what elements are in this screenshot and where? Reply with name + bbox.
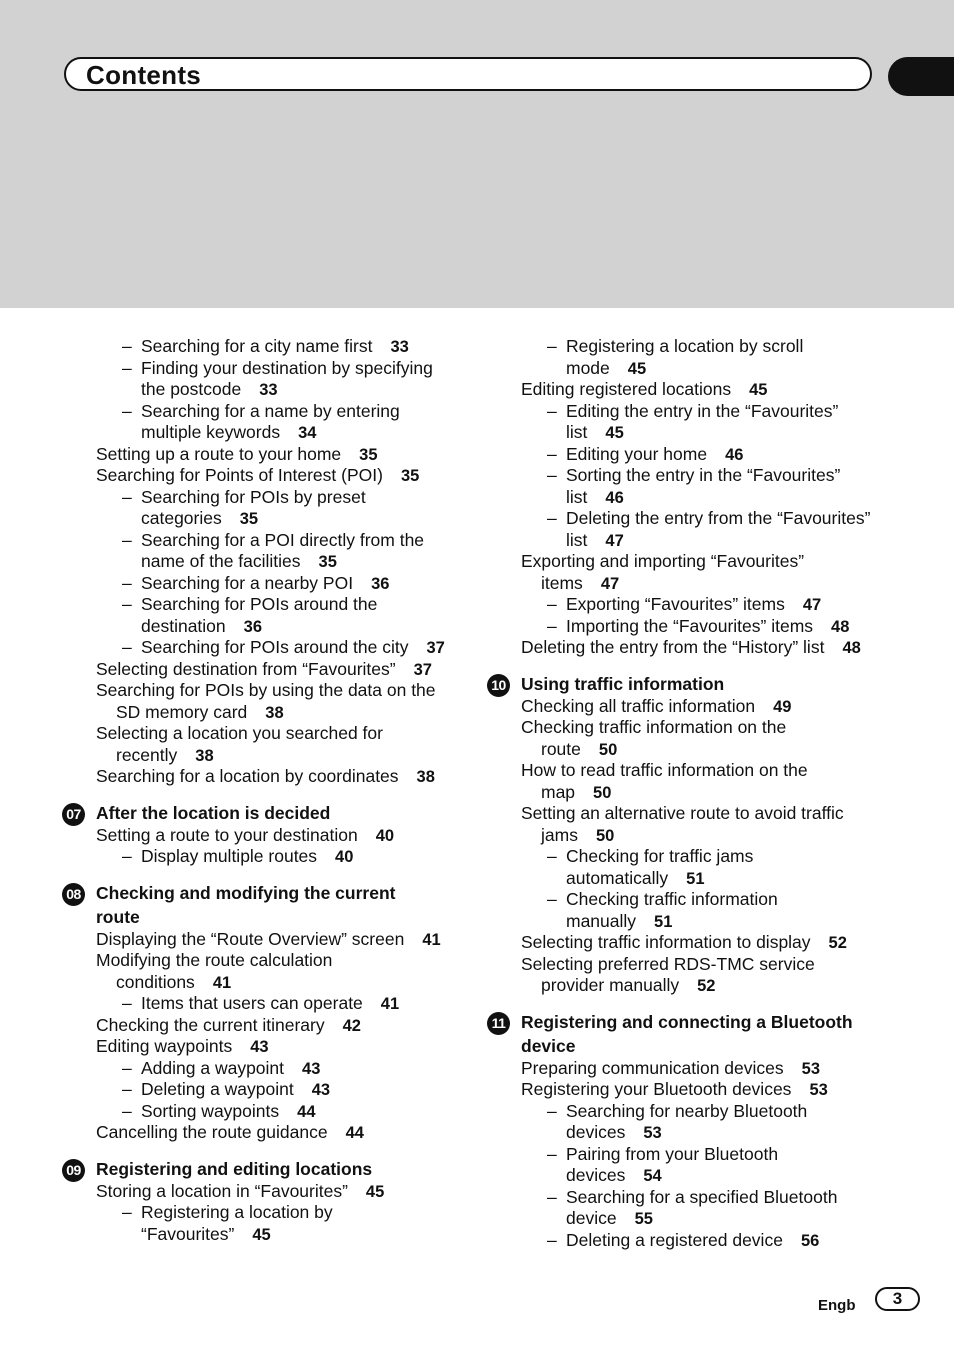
page-ref: 40	[375, 826, 395, 845]
toc-subentry[interactable]	[521, 1144, 881, 1187]
toc-subentry[interactable]	[521, 401, 881, 444]
toc-subentry[interactable]	[521, 508, 881, 551]
dash-marker: –	[547, 1143, 557, 1164]
entry-text: Preparing communication devices	[521, 1057, 784, 1078]
entry-text: Deleting a registered device	[566, 1229, 783, 1250]
entry-text: Sorting waypoints	[141, 1100, 280, 1121]
toc-subentry[interactable]	[521, 1230, 881, 1252]
toc-entry[interactable]	[521, 1058, 881, 1080]
entry-text: map	[541, 781, 576, 802]
section-title[interactable]: Checking and modifying the current	[96, 882, 396, 903]
entry-text: list	[566, 422, 588, 442]
page-ref: 46	[605, 488, 624, 507]
dash-marker: –	[122, 1100, 132, 1121]
entry-text: Searching for a nearby POI	[141, 572, 354, 593]
toc-subentry[interactable]	[96, 1202, 451, 1245]
page-ref: 54	[643, 1167, 662, 1185]
page-ref: 45	[365, 1182, 385, 1201]
page-ref: 43	[250, 1038, 269, 1056]
dash-marker: –	[122, 846, 132, 866]
page-ref: 45	[627, 359, 647, 378]
entry-text: recently	[116, 744, 178, 765]
section-number-badge: 07	[62, 803, 85, 826]
entry-text: Storing a location in “Favourites”	[96, 1180, 348, 1201]
toc-entry[interactable]	[521, 551, 881, 594]
toc-entry[interactable]	[96, 929, 451, 951]
section-number-badge: 10	[487, 674, 510, 697]
page-ref: 33	[259, 381, 278, 399]
page-ref: 38	[265, 703, 284, 722]
entry-text: “Favourites”	[141, 1223, 235, 1244]
dash-marker: –	[547, 336, 557, 356]
toc-entry[interactable]	[521, 717, 881, 760]
page-ref: 45	[252, 1225, 271, 1244]
toc-subentry[interactable]	[96, 530, 451, 573]
entry-text: list	[566, 486, 588, 507]
dash-marker: –	[547, 465, 557, 485]
toc-section	[491, 1010, 881, 1252]
entry-text: Registering a location by	[141, 1202, 333, 1222]
section-title[interactable]: Registering and editing locations	[96, 1158, 373, 1179]
section-tab	[888, 57, 954, 96]
page-ref: 50	[595, 826, 615, 845]
toc-entry[interactable]	[521, 954, 881, 997]
toc-subentry[interactable]	[521, 444, 881, 466]
toc-subentry[interactable]	[96, 573, 451, 595]
page-ref: 38	[416, 768, 435, 786]
entry-text: Searching for a location by coordinates	[96, 766, 399, 786]
page-ref: 36	[243, 617, 263, 636]
toc-entry[interactable]	[521, 760, 881, 803]
entry-text: devices	[566, 1122, 626, 1142]
toc-subentry[interactable]	[96, 594, 451, 637]
toc-entry[interactable]	[521, 379, 881, 401]
page-title: Contents	[86, 60, 202, 90]
entry-text: Checking for traffic jams	[566, 846, 754, 866]
entry-text: Modifying the route calculation	[96, 950, 333, 970]
page-ref: 35	[318, 553, 337, 571]
toc-subentry[interactable]	[96, 637, 451, 659]
toc-section	[66, 1157, 451, 1246]
entry-text: Selecting a location you searched for	[96, 723, 383, 743]
dash-marker: –	[122, 1202, 132, 1222]
dash-marker: –	[122, 637, 132, 657]
entry-text: Selecting traffic information to display	[521, 932, 811, 952]
entry-text: Sorting the entry in the “Favourites”	[566, 465, 841, 485]
entry-text: name of the facilities	[141, 551, 301, 571]
page-ref: 52	[828, 934, 847, 952]
toc-subentry[interactable]	[96, 401, 451, 444]
page-ref: 36	[371, 574, 390, 593]
dash-marker: –	[122, 336, 132, 356]
toc-entry[interactable]	[96, 465, 451, 487]
page-ref: 47	[600, 574, 620, 593]
toc-entry[interactable]	[96, 825, 451, 847]
entry-text: Searching for POIs by using the data on the	[96, 680, 436, 700]
entry-text: Selecting preferred RDS-TMC service	[521, 953, 815, 974]
page-ref: 42	[342, 1016, 361, 1035]
page-ref: 50	[598, 740, 618, 759]
page-ref: 51	[686, 869, 705, 888]
entry-text: manually	[566, 910, 637, 931]
header-band	[0, 0, 954, 308]
entry-text: Adding a waypoint	[141, 1057, 285, 1078]
toc-subentry[interactable]	[521, 889, 881, 932]
entry-text: Searching for Points of Interest (POI)	[96, 465, 383, 485]
entry-text: Searching for POIs around the	[141, 594, 378, 614]
page-ref: 51	[654, 912, 673, 931]
toc-entry[interactable]	[96, 1036, 451, 1058]
toc-subentry[interactable]	[521, 594, 881, 616]
entry-text: Exporting “Favourites” items	[566, 594, 785, 614]
page-ref: 49	[773, 697, 792, 716]
page-ref: 37	[413, 660, 432, 679]
entry-text: jams	[541, 824, 578, 845]
toc-right-column	[491, 336, 881, 1251]
entry-text: the postcode	[141, 379, 242, 399]
entry-text: Searching for a POI directly from the	[141, 529, 425, 550]
entry-text: Exporting and importing “Favourites”	[521, 551, 805, 571]
dash-marker: –	[547, 400, 557, 421]
dash-marker: –	[547, 508, 557, 528]
section-title[interactable]: device	[521, 1035, 576, 1056]
page-ref: 53	[643, 1124, 662, 1142]
entry-text: destination	[141, 615, 226, 636]
toc-subentry[interactable]	[96, 993, 451, 1015]
entry-text: Editing registered locations	[521, 379, 732, 399]
toc-entry[interactable]	[96, 659, 451, 681]
entry-text: device	[566, 1208, 617, 1228]
toc-section	[491, 672, 881, 997]
entry-text: Setting up a route to your home	[96, 443, 342, 464]
toc-entry[interactable]	[96, 1015, 451, 1037]
toc-entry[interactable]	[96, 766, 451, 788]
entry-text: automatically	[566, 867, 669, 888]
entry-text: list	[566, 529, 588, 550]
page-ref: 35	[359, 445, 378, 464]
toc-subentry[interactable]	[521, 336, 881, 379]
entry-text: items	[541, 572, 583, 593]
page-ref: 35	[400, 467, 420, 485]
toc-subentry[interactable]	[96, 846, 451, 868]
dash-marker: –	[547, 1229, 557, 1250]
toc-subentry[interactable]	[521, 1101, 881, 1144]
section-number-badge: 09	[62, 1159, 85, 1182]
page-ref: 56	[800, 1231, 820, 1250]
page-ref: 43	[302, 1059, 321, 1078]
page-ref: 47	[802, 596, 822, 614]
dash-marker: –	[122, 529, 132, 550]
entry-text: Deleting a waypoint	[141, 1079, 294, 1099]
entry-text: multiple keywords	[141, 422, 281, 442]
toc-subentry[interactable]	[96, 487, 451, 530]
page-ref: 37	[426, 639, 445, 657]
toc-subentry[interactable]	[96, 1058, 451, 1080]
page-ref: 48	[831, 617, 850, 636]
page-ref: 43	[311, 1081, 331, 1099]
toc-entry[interactable]	[521, 803, 881, 846]
entry-text: Checking the current itinerary	[96, 1014, 325, 1035]
toc-subentry[interactable]	[521, 616, 881, 638]
section-title[interactable]: Using traffic information	[521, 673, 725, 694]
dash-marker: –	[122, 400, 132, 421]
entry-text: How to read traffic information on the	[521, 760, 808, 780]
entry-text: SD memory card	[116, 701, 248, 722]
toc-entry[interactable]	[521, 932, 881, 954]
dash-marker: –	[547, 846, 557, 866]
entry-text: Searching for POIs by preset	[141, 486, 366, 507]
section-number-badge: 11	[487, 1012, 510, 1035]
page-ref: 34	[298, 424, 317, 442]
section-title[interactable]: After the location is decided	[96, 802, 331, 823]
page-ref: 45	[749, 381, 768, 399]
entry-text: Finding your destination by specifying	[141, 357, 433, 378]
toc-entry[interactable]	[96, 1181, 451, 1203]
entry-text: Importing the “Favourites” items	[566, 615, 814, 636]
dash-marker: –	[122, 1057, 132, 1078]
page-ref: 53	[801, 1059, 820, 1078]
entry-text: Checking traffic information	[566, 889, 778, 909]
entry-text: Registering your Bluetooth devices	[521, 1079, 792, 1099]
toc-subentry[interactable]	[96, 358, 451, 401]
toc-subentry[interactable]	[96, 1079, 451, 1101]
page-ref: 46	[725, 445, 744, 464]
page-ref: 41	[422, 930, 441, 949]
toc-subentry[interactable]	[521, 846, 881, 889]
entry-text: mode	[566, 357, 610, 378]
dash-marker: –	[547, 1100, 557, 1121]
page-ref: 41	[380, 995, 400, 1013]
entry-text: Checking all traffic information	[521, 695, 756, 716]
page-ref: 44	[297, 1102, 316, 1121]
entry-text: route	[541, 738, 581, 759]
toc-entry[interactable]	[521, 637, 881, 659]
entry-text: Registering a location by scroll	[566, 336, 804, 356]
dash-marker: –	[547, 1186, 557, 1207]
entry-text: Editing the entry in the “Favourites”	[566, 400, 839, 421]
dash-marker: –	[122, 572, 132, 593]
toc-entry[interactable]	[96, 444, 451, 466]
toc-left-column	[66, 336, 451, 1245]
entry-text: Cancelling the route guidance	[96, 1122, 328, 1142]
dash-marker: –	[547, 889, 557, 909]
title-pill	[64, 57, 872, 91]
entry-text: Searching for a city name first	[141, 336, 373, 356]
toc-entry[interactable]	[521, 1079, 881, 1101]
toc-subentry[interactable]	[521, 465, 881, 508]
toc-subentry[interactable]	[96, 1101, 451, 1123]
page-ref: 45	[605, 424, 624, 442]
toc-entry[interactable]	[96, 680, 451, 723]
page-ref: 47	[605, 531, 624, 550]
page-ref: 53	[809, 1081, 828, 1099]
toc-subentry[interactable]	[96, 336, 451, 358]
entry-text: Editing your home	[566, 443, 708, 464]
toc-section	[66, 801, 451, 868]
entry-text: Searching for POIs around the city	[141, 637, 409, 657]
entry-text: Searching for a name by entering	[141, 400, 400, 421]
page-ref: 50	[593, 783, 612, 802]
entry-text: Displaying the “Route Overview” screen	[96, 928, 405, 949]
entry-text: provider manually	[541, 975, 680, 995]
toc-section	[66, 881, 451, 1144]
entry-text: Selecting destination from “Favourites”	[96, 658, 396, 679]
entry-text: devices	[566, 1165, 626, 1185]
dash-marker: –	[122, 1079, 132, 1099]
dash-marker: –	[122, 486, 132, 507]
page-ref: 40	[335, 848, 354, 866]
toc-entry[interactable]	[96, 950, 451, 993]
entry-text: categories	[141, 508, 222, 528]
dash-marker: –	[122, 357, 132, 378]
entry-text: Setting an alternative route to avoid traffic	[521, 803, 844, 823]
section-number-badge: 08	[62, 883, 85, 906]
section-title[interactable]: route	[96, 906, 140, 927]
dash-marker: –	[122, 993, 132, 1013]
entry-text: conditions	[116, 971, 195, 992]
page-ref: 35	[239, 510, 259, 528]
entry-text: Editing waypoints	[96, 1036, 233, 1056]
entry-text: Searching for a specified Bluetooth	[566, 1186, 838, 1207]
entry-text: Searching for nearby Bluetooth	[566, 1100, 808, 1121]
entry-text: Checking traffic information on the	[521, 717, 787, 737]
entry-text: Deleting the entry from the “History” list	[521, 637, 825, 657]
page-ref: 38	[195, 746, 214, 765]
page-number: 3	[875, 1287, 920, 1311]
page-ref: 48	[842, 639, 861, 657]
section-title[interactable]: Registering and connecting a Bluetooth	[521, 1011, 853, 1032]
dash-marker: –	[547, 443, 557, 464]
entry-text: Pairing from your Bluetooth	[566, 1143, 779, 1164]
page-ref: 55	[634, 1210, 653, 1228]
entry-text: Items that users can operate	[141, 993, 363, 1013]
dash-marker: –	[122, 594, 132, 614]
entry-text: Deleting the entry from the “Favourites”	[566, 508, 871, 528]
dash-marker: –	[547, 615, 557, 636]
page-ref: 44	[345, 1124, 364, 1142]
toc-entry[interactable]	[96, 1122, 451, 1144]
toc-subentry[interactable]	[521, 1187, 881, 1230]
toc-entry[interactable]	[96, 723, 451, 766]
entry-text: Setting a route to your destination	[96, 824, 358, 845]
language-label: Engb	[818, 1297, 856, 1314]
entry-text: Display multiple routes	[141, 846, 318, 866]
dash-marker: –	[547, 594, 557, 614]
page-ref: 52	[697, 977, 716, 995]
page-ref: 33	[390, 338, 409, 356]
toc-entry[interactable]	[521, 696, 881, 718]
page-ref: 41	[212, 973, 232, 992]
